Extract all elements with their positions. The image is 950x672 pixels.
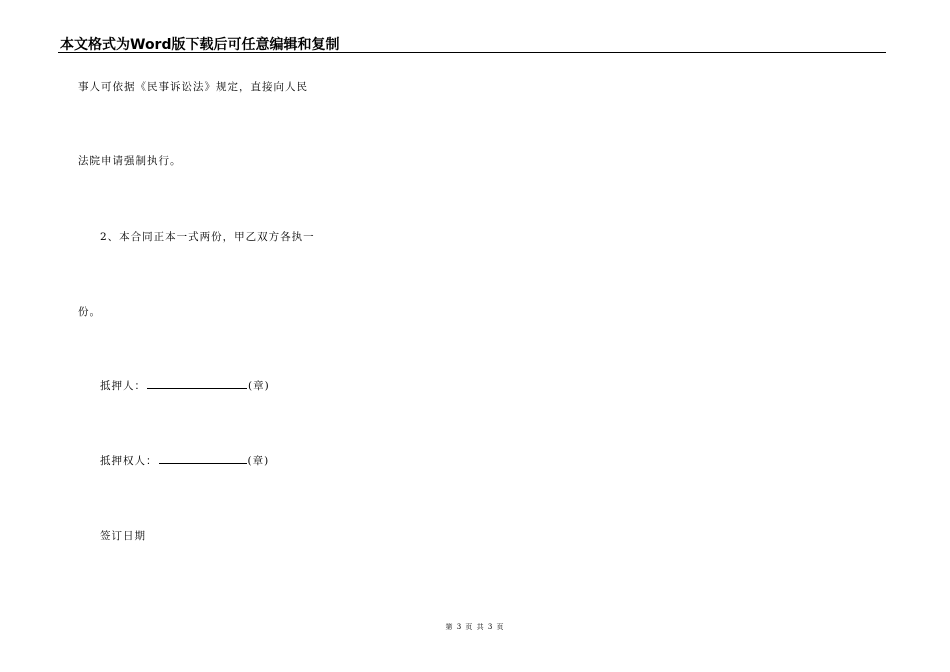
mortgagee-seal-label: (章) [247, 455, 270, 467]
mortgagee-signature-line [100, 453, 269, 468]
body-paragraph-line: 份。 [78, 306, 101, 318]
body-paragraph-line: 2、本合同正本一式两份，甲乙双方各执一 [100, 231, 315, 243]
mortgagor-signature-blank [147, 378, 247, 389]
mortgagor-seal-label: (章) [248, 380, 270, 392]
page-number-footer: 第 3 页 共 3 页 [445, 623, 505, 631]
mortgagee-signature-blank [159, 453, 247, 464]
mortgagee-label: 抵押权人： [100, 455, 158, 467]
mortgagor-signature-line [100, 378, 270, 393]
mortgagor-label: 抵押人： [100, 380, 146, 392]
header-divider [58, 52, 886, 53]
sign-date-label: 签订日期 [100, 530, 146, 542]
body-paragraph-line: 事人可依据《民事诉讼法》规定，直接向人民 [78, 81, 308, 93]
body-paragraph-line: 法院申请强制执行。 [78, 155, 182, 167]
header-title: 本文格式为Word版下载后可任意编辑和复制 [60, 37, 340, 53]
